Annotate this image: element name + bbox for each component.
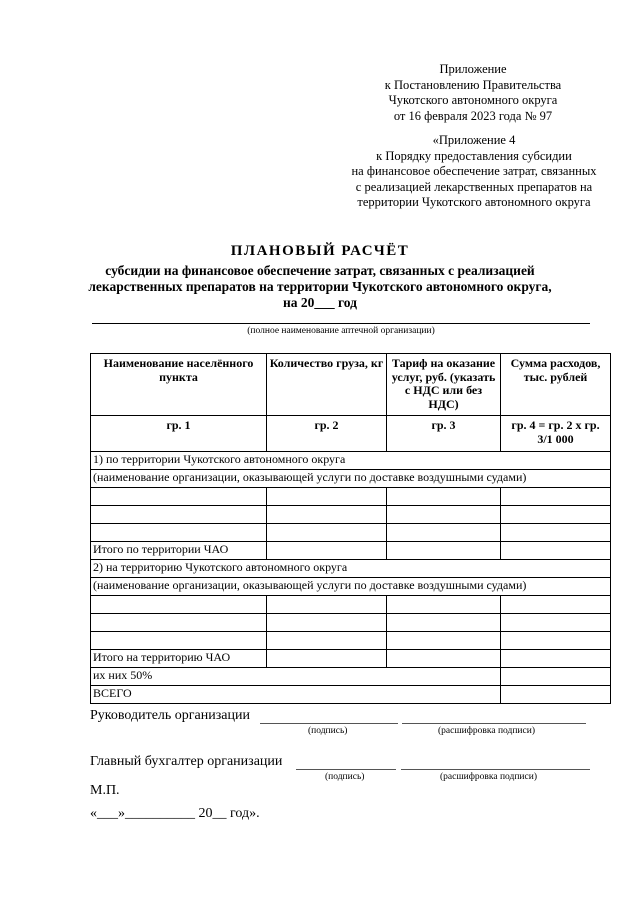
table-cell[interactable] xyxy=(501,650,611,668)
appendix-line: от 16 февраля 2023 года № 97 xyxy=(393,108,553,123)
section2-total: Итого на территорию ЧАО xyxy=(91,650,267,668)
appendix4-line: на финансовое обеспечение затрат, связанных xyxy=(351,164,597,178)
signature-caption: (подпись) xyxy=(308,726,348,736)
appendix4-line: «Приложение 4 xyxy=(432,133,516,147)
calculation-table xyxy=(90,353,611,704)
table-cell[interactable] xyxy=(267,632,387,650)
signature-caption: (подпись) xyxy=(325,772,365,782)
table-row xyxy=(91,596,611,614)
table-cell[interactable] xyxy=(91,506,267,524)
appendix-header xyxy=(373,62,573,124)
appendix-line: к Постановлению Правительства xyxy=(384,77,562,92)
table-cell[interactable] xyxy=(501,686,611,704)
head-signature-label: Руководитель организации xyxy=(90,708,250,723)
stamp-label: М.П. xyxy=(90,783,120,798)
table-row xyxy=(91,524,611,542)
appendix4-line: территории Чукотского автономного округа xyxy=(357,195,591,209)
table-row xyxy=(91,470,611,488)
table-cell[interactable] xyxy=(387,506,501,524)
appendix4-header xyxy=(344,133,604,211)
table-cell[interactable] xyxy=(91,488,267,506)
appendix-line: Приложение xyxy=(439,62,507,76)
col-header-cargo: Количество груза, кг xyxy=(267,354,387,416)
section1-org: (наименование организации, оказывающей услуги по доставке воздушными судами) xyxy=(91,470,611,488)
table-cell[interactable] xyxy=(91,632,267,650)
date-line: «___»__________ 20__ год». xyxy=(90,806,260,821)
group-1: гр. 1 xyxy=(91,416,267,452)
head-signature-line[interactable] xyxy=(260,723,398,724)
table-cell[interactable] xyxy=(267,506,387,524)
table-cell[interactable] xyxy=(387,488,501,506)
table-row xyxy=(91,578,611,596)
table-cell[interactable] xyxy=(501,668,611,686)
section2-title: 2) на территорию Чукотского автономного округа xyxy=(91,560,611,578)
accountant-decode-line[interactable] xyxy=(401,769,590,770)
table-row xyxy=(91,542,611,560)
appendix-line: Чукотского автономного округа xyxy=(388,93,558,107)
table-cell[interactable] xyxy=(267,614,387,632)
subtitle-line: на 20___ год xyxy=(282,295,357,310)
table-cell[interactable] xyxy=(501,524,611,542)
table-header-row xyxy=(91,354,611,416)
table-row xyxy=(91,452,611,470)
table-row xyxy=(91,488,611,506)
col-header-settlement: Наименование населённого пункта xyxy=(91,354,267,416)
grand-total-label: ВСЕГО xyxy=(91,686,501,704)
decode-caption: (расшифровка подписи) xyxy=(440,772,537,782)
table-cell[interactable] xyxy=(501,632,611,650)
table-cell[interactable] xyxy=(501,506,611,524)
subtitle-line: лекарственных препаратов на территории Чукотского автономного округа, xyxy=(88,279,552,294)
appendix4-line: с реализацией лекарственных препаратов на xyxy=(355,179,593,194)
group-4: гр. 4 = гр. 2 х гр. 3/1 000 xyxy=(501,416,611,452)
appendix4-line: к Порядку предоставления субсидии xyxy=(376,148,572,163)
table-cell[interactable] xyxy=(91,524,267,542)
of-them-label: их них 50% xyxy=(91,668,501,686)
table-cell[interactable] xyxy=(91,596,267,614)
accountant-signature-label: Главный бухгалтер организации xyxy=(90,754,283,769)
table-cell[interactable] xyxy=(387,614,501,632)
table-cell[interactable] xyxy=(387,524,501,542)
table-cell[interactable] xyxy=(387,632,501,650)
accountant-signature-line[interactable] xyxy=(296,769,396,770)
table-cell[interactable] xyxy=(501,542,611,560)
section1-total: Итого по территории ЧАО xyxy=(91,542,267,560)
table-cell[interactable] xyxy=(501,488,611,506)
table-group-row xyxy=(91,416,611,452)
table-row xyxy=(91,560,611,578)
document-subtitle xyxy=(60,263,580,311)
section1-title: 1) по территории Чукотского автономного округа xyxy=(91,452,611,470)
table-row xyxy=(91,686,611,704)
group-2: гр. 2 xyxy=(267,416,387,452)
col-header-expenses: Сумма расходов, тыс. рублей xyxy=(501,354,611,416)
org-name-caption: (полное наименование аптечной организации) xyxy=(247,326,435,336)
group-3: гр. 3 xyxy=(387,416,501,452)
table-cell[interactable] xyxy=(501,614,611,632)
table-row xyxy=(91,650,611,668)
table-row xyxy=(91,614,611,632)
table-row xyxy=(91,668,611,686)
table-cell[interactable] xyxy=(267,650,387,668)
table-cell[interactable] xyxy=(387,542,501,560)
decode-caption: (расшифровка подписи) xyxy=(438,726,535,736)
table-cell[interactable] xyxy=(387,596,501,614)
col-header-tariff: Тариф на оказание услуг, руб. (указать с НДС или без НДС) xyxy=(387,354,501,416)
org-name-line xyxy=(92,323,590,324)
table-cell[interactable] xyxy=(267,542,387,560)
subtitle-line: субсидии на финансовое обеспечение затрат, связанных с реализацией xyxy=(105,263,535,278)
table-cell[interactable] xyxy=(267,596,387,614)
head-decode-line[interactable] xyxy=(402,723,586,724)
table-cell[interactable] xyxy=(91,614,267,632)
table-cell[interactable] xyxy=(267,524,387,542)
document-title: ПЛАНОВЫЙ РАСЧЁТ xyxy=(230,243,410,259)
section2-org: (наименование организации, оказывающей услуги по доставке воздушными судами) xyxy=(91,578,611,596)
table-row xyxy=(91,632,611,650)
table-cell[interactable] xyxy=(267,488,387,506)
table-cell[interactable] xyxy=(501,596,611,614)
table-row xyxy=(91,506,611,524)
table-cell[interactable] xyxy=(387,650,501,668)
